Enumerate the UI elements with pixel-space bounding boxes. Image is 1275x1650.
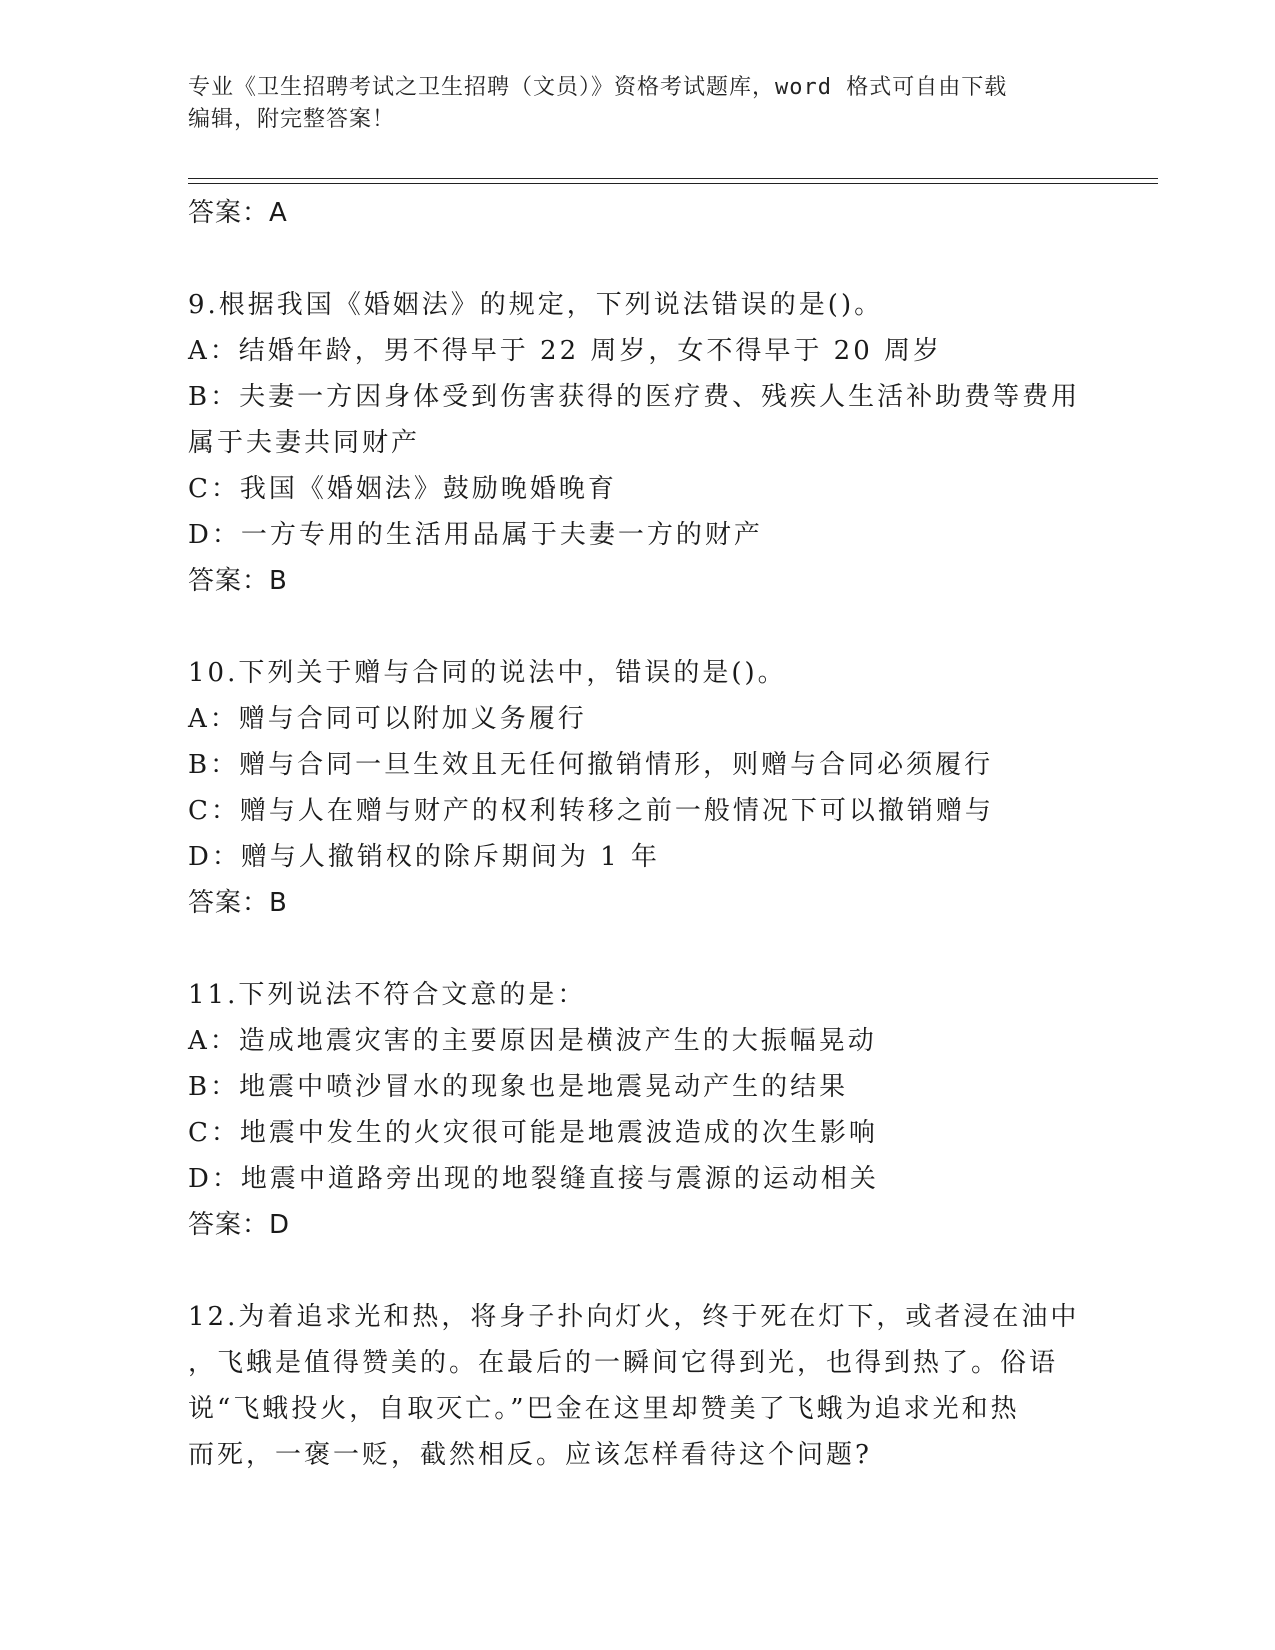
question-12 — [188, 1294, 1088, 1478]
option-b: B：赠与合同一旦生效且无任何撤销情形，则赠与合同必须履行 — [188, 750, 994, 780]
header-rule-top — [188, 178, 1158, 179]
option-c: C：赠与人在赠与财产的权利转移之前一般情况下可以撤销赠与 — [188, 796, 994, 826]
answer: 答案：B — [188, 566, 288, 596]
spacer — [188, 236, 1088, 282]
prev-answer: 答案：A — [188, 198, 288, 228]
option-c: C：我国《婚姻法》鼓励晚婚晚育 — [188, 474, 617, 504]
option-a: A：造成地震灾害的主要原因是横波产生的大振幅晃动 — [188, 1026, 877, 1056]
header-line-2: 编辑，附完整答案！ — [188, 107, 396, 132]
spacer — [188, 604, 1088, 650]
option-c: C：地震中发生的火灾很可能是地震波造成的次生影响 — [188, 1118, 878, 1148]
answer: 答案：B — [188, 888, 288, 918]
option-d: D：一方专用的生活用品属于夫妻一方的财产 — [188, 520, 763, 550]
question-stem: 9.根据我国《婚姻法》的规定，下列说法错误的是()。 — [188, 290, 884, 320]
question-stem-line-1: 12.为着追求光和热，将身子扑向灯火，终于死在灯下，或者浸在油中 — [188, 1302, 1080, 1332]
question-stem: 10.下列关于赠与合同的说法中，错误的是()。 — [188, 658, 787, 688]
answer: 答案：D — [188, 1210, 291, 1240]
option-b: B：地震中喷沙冒水的现象也是地震晃动产生的结果 — [188, 1072, 849, 1102]
question-11 — [188, 972, 1088, 1248]
question-stem-line-3: 说“飞蛾投火，自取灭亡。”巴金在这里却赞美了飞蛾为追求光和热 — [188, 1394, 1020, 1424]
question-stem-line-4: 而死，一褒一贬，截然相反。应该怎样看待这个问题? — [188, 1440, 872, 1470]
option-b: B：夫妻一方因身体受到伤害获得的医疗费、残疾人生活补助费等费用 — [188, 382, 1081, 412]
option-d: D：赠与人撤销权的除斥期间为 1 年 — [188, 842, 660, 872]
question-list — [188, 190, 1088, 1478]
page-header — [188, 72, 1088, 136]
question-stem-line-2: ，飞蛾是值得赞美的。在最后的一瞬间它得到光，也得到热了。俗语 — [188, 1348, 1059, 1378]
option-b-continued: 属于夫妻共同财产 — [188, 428, 421, 458]
option-a: A：赠与合同可以附加义务履行 — [188, 704, 587, 734]
spacer — [188, 1248, 1088, 1294]
question-9 — [188, 282, 1088, 604]
question-10 — [188, 650, 1088, 926]
header-rule-bottom — [188, 183, 1158, 184]
header-line-1: 专业《卫生招聘考试之卫生招聘（文员）》资格考试题库，word 格式可自由下载 — [188, 75, 1008, 100]
option-d: D：地震中道路旁出现的地裂缝直接与震源的运动相关 — [188, 1164, 879, 1194]
option-a: A：结婚年龄，男不得早于 22 周岁，女不得早于 20 周岁 — [188, 336, 943, 366]
spacer — [188, 926, 1088, 972]
question-stem: 11.下列说法不符合文意的是： — [188, 980, 587, 1010]
